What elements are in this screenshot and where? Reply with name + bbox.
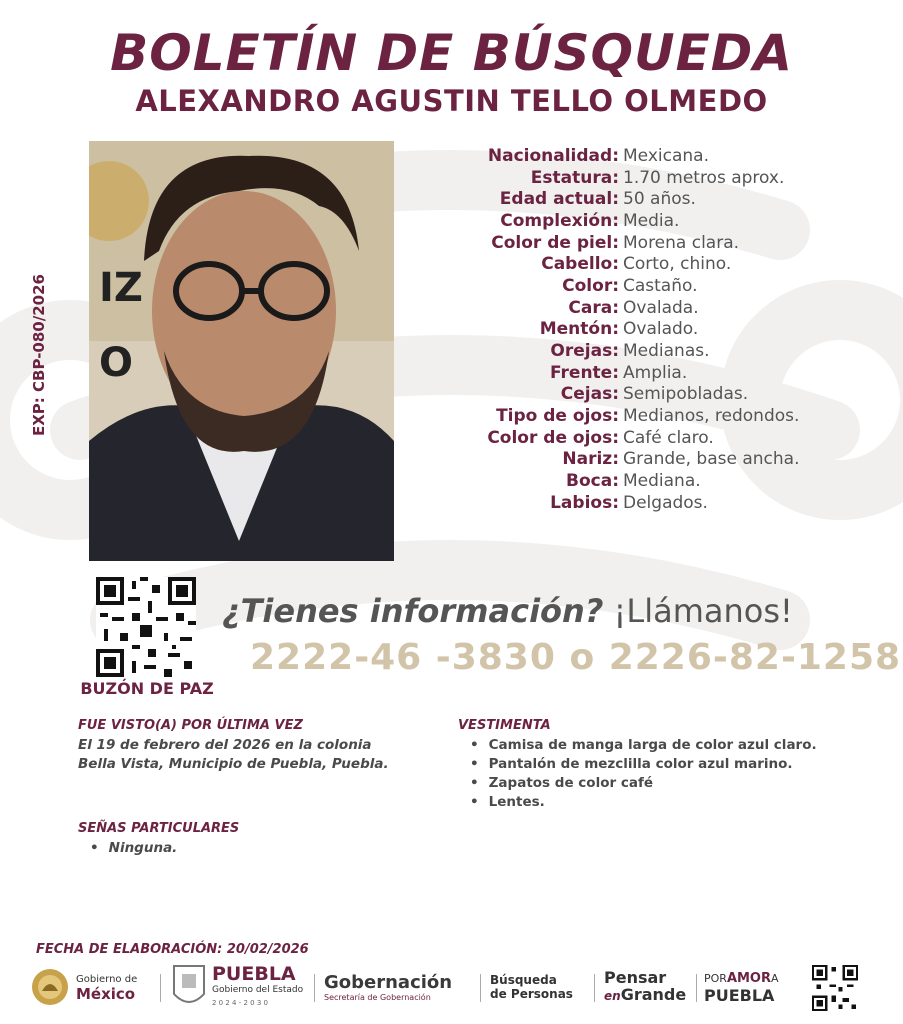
puebla-wordmark: PUEBLA	[212, 963, 296, 985]
spec-label: Cara:	[568, 297, 619, 318]
list-item: • Ninguna.	[90, 839, 177, 858]
spec-value: Ovalada.	[623, 297, 699, 318]
spec-value: Semipobladas.	[623, 384, 749, 405]
spec-value: 1.70 metros aprox.	[623, 167, 785, 188]
spec-row	[430, 492, 799, 514]
spec-row	[430, 405, 799, 427]
gobernacion-subtitle: Secretaría de Gobernación	[324, 993, 431, 1002]
spec-label: Color de ojos:	[487, 427, 619, 448]
spec-value: Medianas.	[623, 341, 710, 362]
clothing-list	[470, 736, 817, 812]
spec-label: Nariz:	[562, 449, 619, 470]
spec-label: Estatura:	[530, 167, 619, 188]
creation-date: FECHA DE ELABORACIÓN: 20/02/2026	[36, 942, 309, 957]
spec-row	[430, 167, 799, 189]
spec-row	[430, 297, 799, 319]
svg-text:O: O	[99, 340, 134, 386]
contact-phones[interactable]: 2222-46 -3830 o 2226-82-1258	[250, 637, 902, 678]
gobernacion-wordmark: Gobernación	[324, 972, 453, 993]
puebla-logo	[172, 962, 322, 1012]
info-prompt	[222, 592, 793, 630]
list-item: • Pantalón de mezclilla color azul marino.	[470, 755, 817, 774]
spec-value: Mexicana.	[623, 145, 709, 166]
spec-label: Cabello:	[541, 254, 619, 275]
poramor-puebla: PUEBLA	[704, 986, 775, 1005]
gob-mexico-line-1: Gobierno de	[76, 974, 138, 985]
buzon-de-paz-label: BUZÓN DE PAZ	[80, 679, 214, 698]
busqueda-line-2: de Personas	[490, 987, 573, 1001]
spec-label: Tipo de ojos:	[496, 406, 619, 427]
footer-qr-code[interactable]	[812, 965, 858, 1011]
spec-row	[430, 449, 799, 471]
clothing-title: VESTIMENTA	[458, 718, 551, 733]
spec-value: 50 años.	[623, 189, 696, 210]
spec-row	[430, 253, 799, 275]
gobernacion-logo	[324, 962, 474, 1012]
divider	[696, 974, 697, 1002]
poramor-amor: AMOR	[726, 971, 771, 986]
marks-title: SEÑAS PARTICULARES	[78, 821, 240, 836]
marks-list	[90, 839, 177, 858]
spec-value: Delgados.	[623, 492, 708, 513]
spec-value: Café claro.	[623, 427, 714, 448]
pensar-line-1: Pensar	[604, 968, 667, 987]
spec-value: Medianos, redondos.	[623, 406, 800, 427]
spec-row	[430, 340, 799, 362]
spec-row	[430, 427, 799, 449]
spec-row	[430, 232, 799, 254]
busqueda-personas-logo	[490, 962, 590, 1012]
divider	[480, 974, 481, 1002]
physical-description	[430, 145, 799, 514]
last-seen-line-2: Bella Vista, Municipio de Puebla, Puebla.	[78, 756, 389, 772]
spec-row	[430, 145, 799, 167]
spec-label: Orejas:	[550, 341, 619, 362]
shield-icon	[172, 964, 206, 1010]
footer-logos	[30, 962, 870, 1012]
spec-value: Ovalado.	[623, 319, 699, 340]
missing-person-photo	[89, 141, 394, 561]
spec-row	[430, 319, 799, 341]
gob-mexico-line-2: México	[76, 985, 136, 1003]
spec-row	[430, 210, 799, 232]
last-seen-title: FUE VISTO(A) POR ÚLTIMA VEZ	[78, 718, 303, 733]
spec-label: Color de piel:	[491, 232, 619, 253]
busqueda-line-1: Búsqueda	[490, 973, 557, 987]
pensar-line-2: Grande	[620, 985, 687, 1004]
spec-label: Mentón:	[539, 319, 619, 340]
spec-label: Complexión:	[500, 210, 619, 231]
eagle-seal-icon	[30, 967, 70, 1007]
spec-value: Grande, base ancha.	[623, 449, 800, 470]
svg-text:IZ: IZ	[99, 265, 143, 311]
list-item: • Zapatos de color café	[470, 774, 817, 793]
spec-label: Color:	[562, 275, 619, 296]
spec-label: Boca:	[566, 471, 619, 492]
spec-label: Cejas:	[560, 384, 619, 405]
spec-value: Amplia.	[623, 362, 688, 383]
list-item: • Lentes.	[470, 793, 817, 812]
por-amor-a-puebla-logo	[704, 962, 794, 1012]
spec-value: Media.	[623, 210, 680, 231]
spec-value: Morena clara.	[623, 232, 740, 253]
spec-label: Nacionalidad:	[487, 145, 619, 166]
info-question: ¿Tienes información?	[222, 592, 604, 630]
poramor-a: A	[771, 972, 779, 985]
spec-label: Edad actual:	[499, 189, 619, 210]
puebla-subtitle: Gobierno del Estado	[212, 985, 304, 995]
call-us-text: ¡Llámanos!	[613, 592, 793, 630]
divider	[314, 974, 315, 1002]
missing-person-name: ALEXANDRO AGUSTIN TELLO OLMEDO	[135, 84, 768, 118]
spec-value: Castaño.	[623, 275, 698, 296]
last-seen-line-1: El 19 de febrero del 2026 en la colonia	[78, 737, 372, 753]
spec-row	[430, 362, 799, 384]
buzon-qr-code[interactable]	[96, 577, 196, 677]
bulletin-title: BOLETÍN DE BÚSQUEDA	[110, 24, 793, 82]
expediente-number: EXP: CBP-080/2026	[30, 274, 48, 436]
list-item: • Camisa de manga larga de color azul claro.	[470, 736, 817, 755]
pensar-en: en	[604, 989, 621, 1003]
spec-value: Corto, chino.	[623, 254, 732, 275]
divider	[160, 974, 161, 1002]
spec-row	[430, 470, 799, 492]
gobierno-mexico-logo	[30, 962, 150, 1012]
spec-row	[430, 188, 799, 210]
pensar-en-grande-logo	[604, 962, 694, 1012]
spec-row	[430, 384, 799, 406]
divider	[594, 974, 595, 1002]
spec-label: Frente:	[550, 362, 619, 383]
puebla-years: 2 0 2 4 - 2 0 3 0	[212, 999, 268, 1007]
spec-label: Labios:	[550, 492, 619, 513]
poramor-por: POR	[704, 972, 727, 985]
spec-value: Mediana.	[623, 471, 701, 492]
spec-row	[430, 275, 799, 297]
